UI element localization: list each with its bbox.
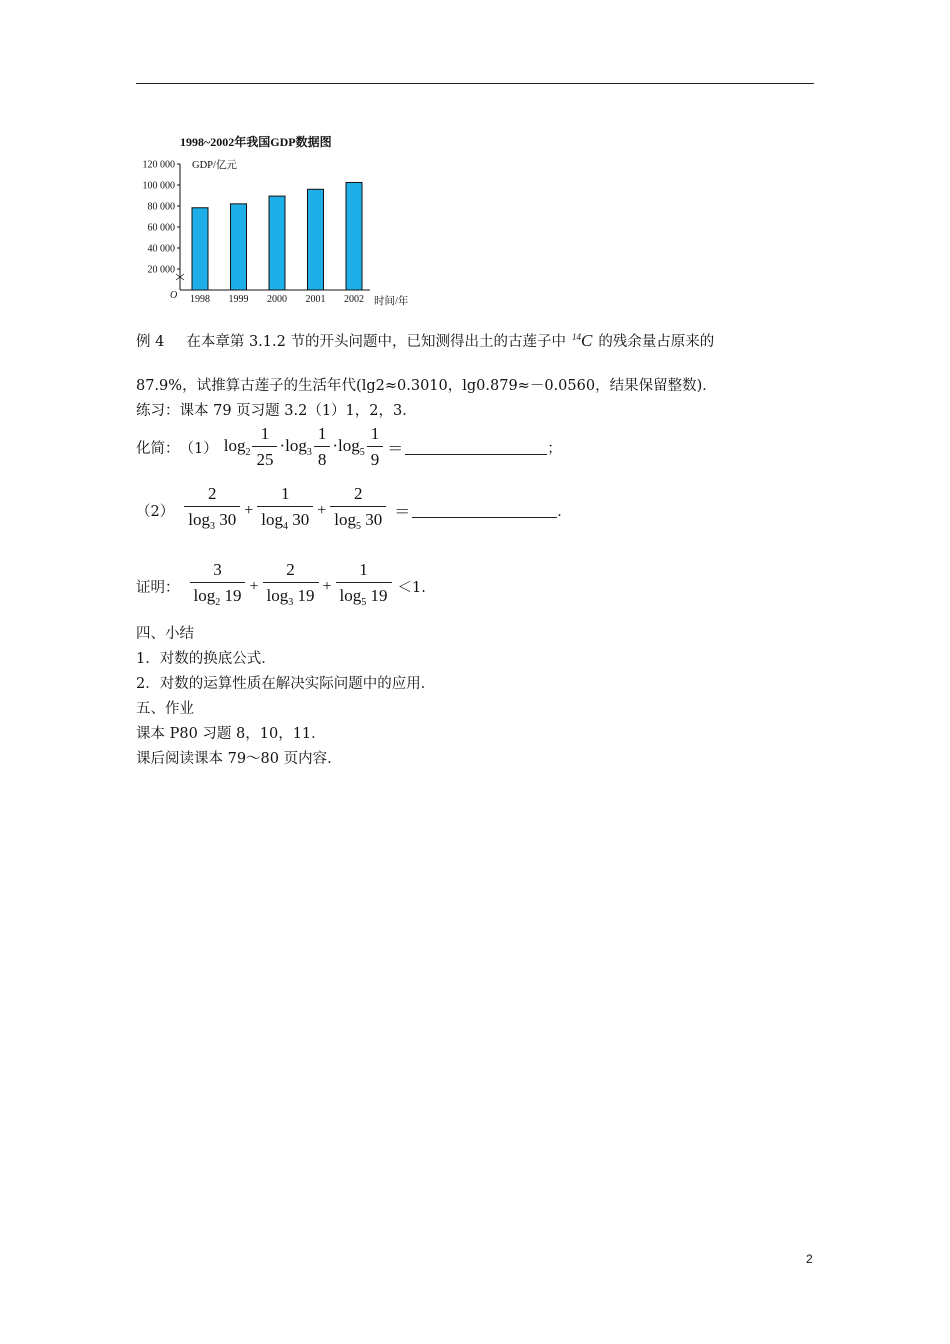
bar-2000: [269, 196, 285, 290]
fraction-2-log3-30: $\frac{2}{\log_3 30}$: [184, 484, 240, 537]
log-term-2: $\cdot\log_3$: [279, 436, 312, 458]
equals-sign: ＝: [387, 440, 404, 458]
bar-1998: [192, 208, 208, 290]
x-axis-label: 时间/年: [374, 296, 409, 307]
log-term-3: $\cdot\log_5$: [332, 436, 365, 458]
fraction-1-8: $\frac{1}{8}$: [314, 424, 331, 470]
simplify-label: 化简：: [136, 440, 180, 457]
bar-2002: [346, 182, 362, 290]
log-term-1: $\log_2$: [223, 436, 251, 458]
homework-item-1: 课本 P80 习题 8，10，11．: [136, 726, 326, 742]
homework-item-2: 课后阅读课本 79～80 页内容．: [136, 751, 342, 767]
part-1-label: （1）: [179, 440, 218, 457]
end-mark-2: ．: [557, 504, 572, 520]
fraction-2-log3-19: $\frac{2}{\log_3 19}$: [263, 560, 319, 613]
origin-label: O: [170, 290, 178, 301]
y-tick-label: 40 000: [147, 243, 175, 255]
fraction-3-log2-19: $\frac{3}{\log_2 19}$: [190, 560, 246, 613]
practice-line: 练习：课本 79 页习题 3.2（1）1，2，3．: [136, 403, 417, 419]
summary-heading: 四、小结: [136, 626, 194, 642]
homework-heading: 五、作业: [136, 701, 194, 717]
y-tick-label: 120 000: [142, 159, 175, 171]
bar-2001: [308, 189, 324, 290]
gdp-bar-chart: [118, 128, 428, 313]
proof-label: 证明：: [136, 580, 180, 596]
y-tick-label: 80 000: [147, 201, 175, 213]
simplify-part-1: [136, 424, 562, 470]
example-text-a: 在本章第 3.1.2 节的开头问题中，已知测得出土的古莲子中: [186, 334, 566, 350]
simplify-part-2: （2） $\frac{2}{\log_3 30}$ + $\frac{1}{\log_4 30}$ + $\frac{2}{\log_5 30}$ ＝ ．: [136, 484, 572, 537]
x-tick-label: 2000: [267, 294, 287, 305]
y-tick-label: 60 000: [147, 222, 175, 234]
summary-item-2: 2．对数的运算性质在解决实际问题中的应用．: [136, 676, 436, 692]
fraction-2-log5-30: $\frac{2}{\log_5 30}$: [330, 484, 386, 537]
answer-blank-2: [412, 503, 557, 518]
fraction-1-9: $\frac{1}{9}$: [367, 424, 384, 470]
proof-end: ＜1.: [397, 580, 426, 596]
answer-blank-1: [405, 440, 547, 455]
example-line-1: [136, 327, 714, 352]
x-tick-label: 2001: [305, 294, 326, 305]
fraction-1-log5-19: $\frac{1}{\log_5 19}$: [336, 560, 392, 613]
example-label: 例 4: [136, 334, 165, 350]
y-tick-label: 20 000: [147, 264, 175, 276]
y-tick-label: 100 000: [142, 180, 175, 192]
proof-line: 证明： $\frac{3}{\log_2 19}$ + $\frac{2}{\log_3 19}$ + $\frac{1}{\log_5 19}$ ＜1.: [136, 560, 426, 613]
bar-1999: [231, 204, 247, 290]
x-tick-label: 1998: [190, 294, 210, 305]
header-rule: [136, 83, 814, 84]
fraction-1-log4-30: $\frac{1}{\log_4 30}$: [257, 484, 313, 537]
part-2-label: （2）: [136, 504, 175, 520]
end-mark-1: ；: [547, 440, 562, 457]
summary-item-1: 1．对数的换底公式．: [136, 651, 276, 667]
page-number: 2: [806, 1252, 813, 1266]
y-axis-label: GDP/亿元: [192, 160, 237, 171]
chart-title: 1998~2002年我国GDP数据图: [180, 135, 332, 149]
x-tick-label: 2002: [344, 294, 364, 305]
x-tick-label: 1999: [228, 294, 249, 305]
fraction-1-25: $\frac{1}{25}$: [252, 424, 277, 470]
example-line-2: 87.9%，试推算古莲子的生活年代(lg2≈0.3010，lg0.879≈－0.0560，结果保留整数)．: [136, 378, 717, 394]
example-text-b: 的残余量占原来的: [598, 334, 715, 350]
carbon-isotope: $^{14}$C: [571, 331, 593, 350]
